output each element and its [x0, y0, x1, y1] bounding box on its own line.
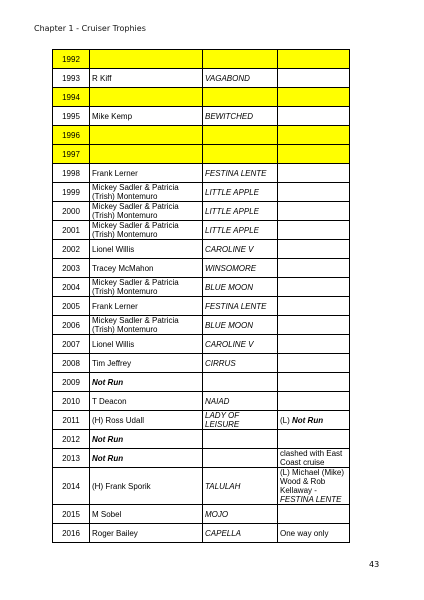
boat-cell: CIRRUS: [203, 354, 278, 373]
trophy-table: [52, 49, 350, 543]
boat-cell: TALULAH: [203, 468, 278, 505]
year-cell: 2015: [53, 505, 90, 524]
winner-cell: Roger Bailey: [90, 524, 203, 543]
note-cell: [278, 335, 350, 354]
note-cell: [278, 126, 350, 145]
note-cell: [278, 373, 350, 392]
winner-cell: Lionel Willis: [90, 335, 203, 354]
table-row: [53, 240, 350, 259]
trophy-table-container: [52, 49, 350, 543]
boat-cell: CAPELLA: [203, 524, 278, 543]
table-row: [53, 392, 350, 411]
year-cell: 2008: [53, 354, 90, 373]
table-row: [53, 411, 350, 430]
note-cell: [278, 202, 350, 221]
winner-cell: Mickey Sadler & Patricia (Trish) Montemuro: [90, 183, 203, 202]
winner-cell: Mickey Sadler & Patricia (Trish) Montemuro: [90, 316, 203, 335]
table-row: [53, 164, 350, 183]
note-text: clashed with East Coast cruise: [280, 449, 343, 467]
table-row: [53, 145, 350, 164]
page-number: 43: [369, 560, 380, 569]
note-cell: [278, 430, 350, 449]
year-cell: 2014: [53, 468, 90, 505]
boat-cell: MOJO: [203, 505, 278, 524]
table-row: [53, 449, 350, 468]
winner-cell: Not Run: [90, 373, 203, 392]
year-cell: 2013: [53, 449, 90, 468]
boat-cell: [203, 373, 278, 392]
table-row: [53, 468, 350, 505]
winner-cell: (H) Frank Sporik: [90, 468, 203, 505]
note-cell: [278, 259, 350, 278]
winner-cell: [90, 50, 203, 69]
table-row: [53, 69, 350, 88]
note-cell: [278, 69, 350, 88]
boat-cell: [203, 145, 278, 164]
table-row: [53, 126, 350, 145]
trophy-table-body: [53, 50, 350, 543]
table-row: [53, 278, 350, 297]
note-cell: [278, 50, 350, 69]
boat-cell: [203, 430, 278, 449]
winner-cell: Tracey McMahon: [90, 259, 203, 278]
winner-cell: Not Run: [90, 430, 203, 449]
table-row: [53, 107, 350, 126]
boat-cell: CAROLINE V: [203, 335, 278, 354]
boat-cell: [203, 88, 278, 107]
table-row: [53, 88, 350, 107]
winner-cell: T Deacon: [90, 392, 203, 411]
winner-cell: [90, 145, 203, 164]
winner-cell: Not Run: [90, 449, 203, 468]
boat-cell: LITTLE APPLE: [203, 221, 278, 240]
boat-cell: BLUE MOON: [203, 278, 278, 297]
year-cell: 2004: [53, 278, 90, 297]
note-cell: [278, 505, 350, 524]
table-row: [53, 430, 350, 449]
year-cell: 2000: [53, 202, 90, 221]
table-row: [53, 297, 350, 316]
winner-cell: (H) Ross Udall: [90, 411, 203, 430]
boat-cell: FESTINA LENTE: [203, 164, 278, 183]
boat-cell: VAGABOND: [203, 69, 278, 88]
note-cell: [278, 278, 350, 297]
boat-cell: [203, 449, 278, 468]
note-cell: [278, 240, 350, 259]
note-cell: [278, 183, 350, 202]
note-cell: [278, 411, 350, 430]
note-cell: [278, 164, 350, 183]
winner-cell: Mickey Sadler & Patricia (Trish) Montemuro: [90, 221, 203, 240]
winner-cell: M Sobel: [90, 505, 203, 524]
boat-cell: LITTLE APPLE: [203, 202, 278, 221]
table-row: [53, 259, 350, 278]
boat-cell: BLUE MOON: [203, 316, 278, 335]
year-cell: 1996: [53, 126, 90, 145]
year-cell: 2006: [53, 316, 90, 335]
year-cell: 1992: [53, 50, 90, 69]
table-row: [53, 354, 350, 373]
winner-cell: Mickey Sadler & Patricia (Trish) Montemuro: [90, 278, 203, 297]
table-row: [53, 183, 350, 202]
note-cell: [278, 449, 350, 468]
boat-cell: [203, 126, 278, 145]
year-cell: 2016: [53, 524, 90, 543]
note-cell: [278, 392, 350, 411]
year-cell: 2010: [53, 392, 90, 411]
table-row: [53, 316, 350, 335]
note-text: Not Run: [292, 415, 324, 425]
winner-cell: [90, 88, 203, 107]
year-cell: 2002: [53, 240, 90, 259]
note-cell: [278, 221, 350, 240]
boat-cell: FESTINA LENTE: [203, 297, 278, 316]
winner-cell: Tim Jeffrey: [90, 354, 203, 373]
year-cell: 2009: [53, 373, 90, 392]
year-cell: 1995: [53, 107, 90, 126]
year-cell: 2012: [53, 430, 90, 449]
year-cell: 2003: [53, 259, 90, 278]
year-cell: 1999: [53, 183, 90, 202]
year-cell: 1993: [53, 69, 90, 88]
boat-cell: NAIAD: [203, 392, 278, 411]
table-row: [53, 373, 350, 392]
table-row: [53, 202, 350, 221]
table-row: [53, 524, 350, 543]
winner-cell: R Kiff: [90, 69, 203, 88]
boat-cell: BEWITCHED: [203, 107, 278, 126]
boat-cell: LADY OF LEISURE: [203, 411, 278, 430]
winner-cell: Mike Kemp: [90, 107, 203, 126]
note-cell: [278, 468, 350, 505]
note-boat: FESTINA LENTE: [280, 495, 342, 504]
year-cell: 2007: [53, 335, 90, 354]
winner-cell: Frank Lerner: [90, 297, 203, 316]
note-cell: [278, 316, 350, 335]
year-cell: 2001: [53, 221, 90, 240]
note-cell: [278, 107, 350, 126]
page-header: Chapter 1 - Cruiser Trophies: [34, 24, 146, 33]
year-cell: 1997: [53, 145, 90, 164]
note-cell: [278, 524, 350, 543]
boat-cell: [203, 50, 278, 69]
table-row: [53, 50, 350, 69]
note-cell: [278, 145, 350, 164]
year-cell: 2011: [53, 411, 90, 430]
table-row: [53, 221, 350, 240]
year-cell: 1998: [53, 164, 90, 183]
winner-cell: Frank Lerner: [90, 164, 203, 183]
year-cell: 2005: [53, 297, 90, 316]
boat-cell: CAROLINE V: [203, 240, 278, 259]
note-cell: [278, 297, 350, 316]
winner-cell: Lionel Willis: [90, 240, 203, 259]
winner-cell: [90, 126, 203, 145]
note-prefix: (L): [280, 415, 292, 425]
table-row: [53, 335, 350, 354]
note-cell: [278, 88, 350, 107]
table-row: [53, 505, 350, 524]
winner-cell: Mickey Sadler & Patricia (Trish) Montemuro: [90, 202, 203, 221]
note-text: One way only: [280, 528, 329, 538]
boat-cell: WINSOMORE: [203, 259, 278, 278]
year-cell: 1994: [53, 88, 90, 107]
note-text: (L) Michael (Mike) Wood & Rob Kellaway -: [280, 468, 345, 495]
note-cell: [278, 354, 350, 373]
boat-cell: LITTLE APPLE: [203, 183, 278, 202]
